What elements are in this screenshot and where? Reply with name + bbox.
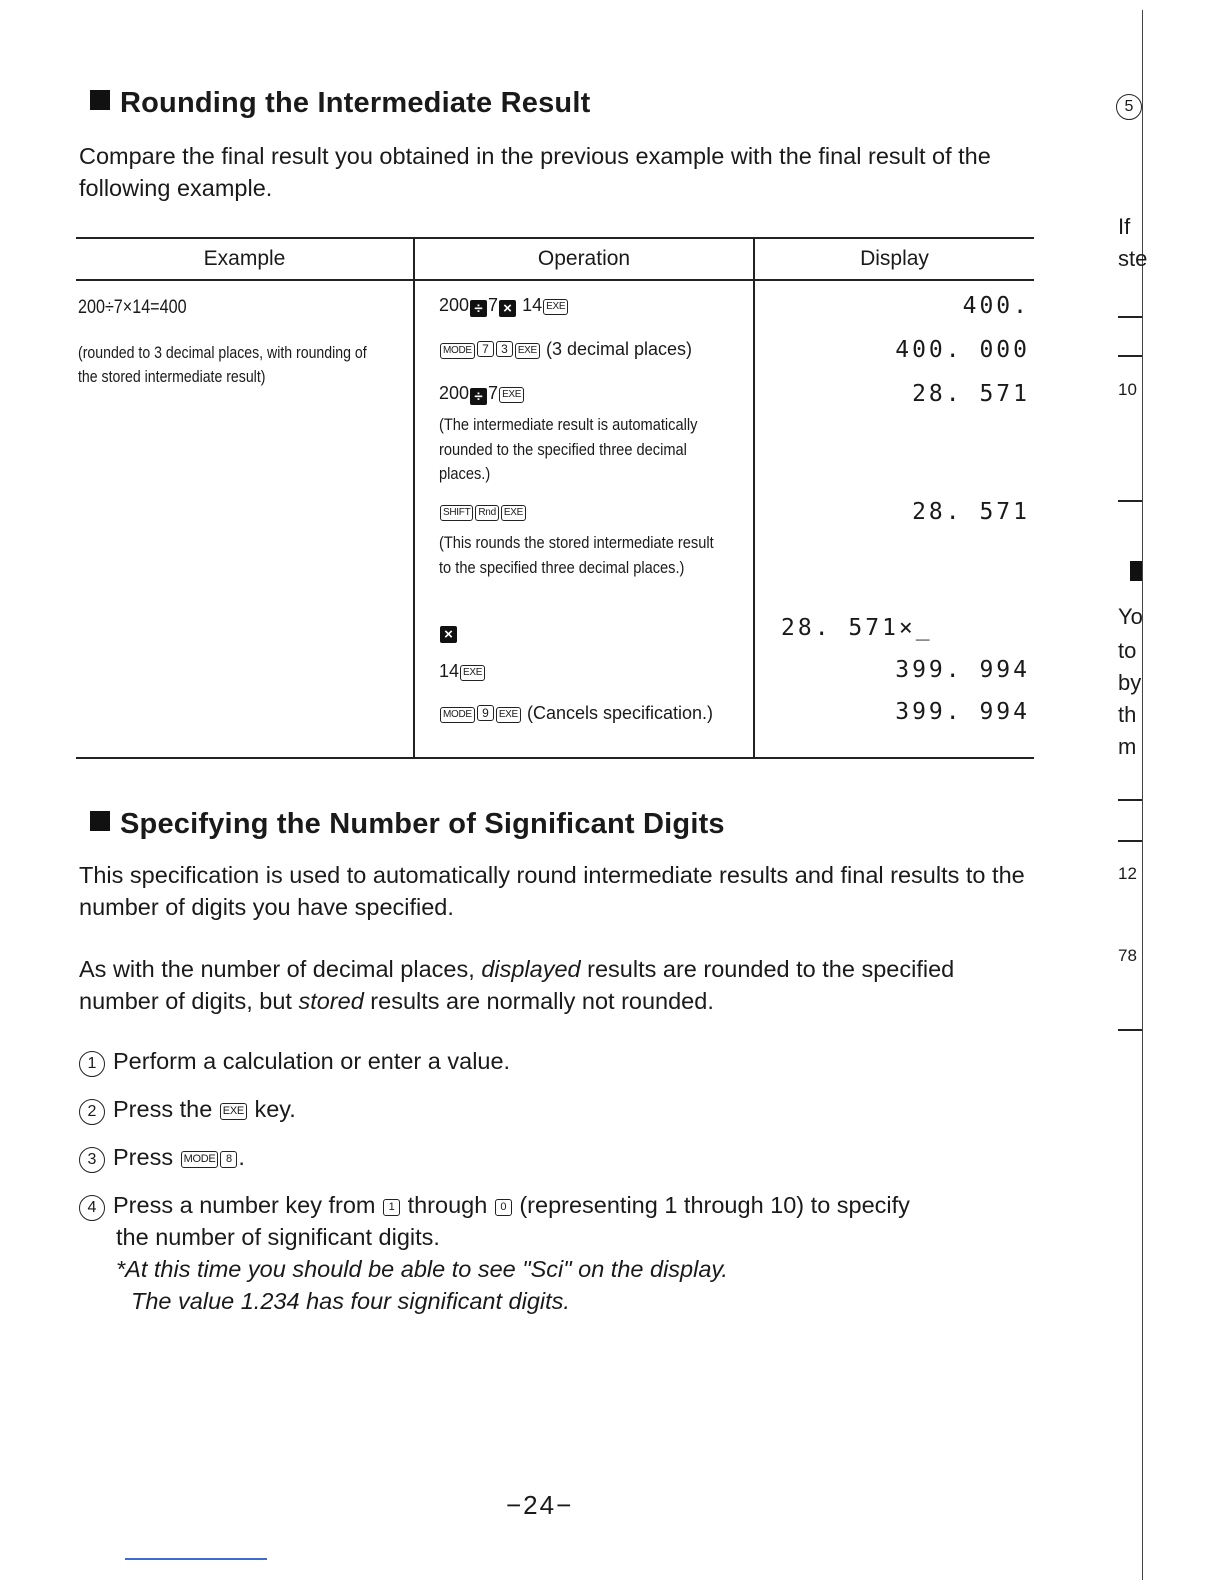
edge-text: If xyxy=(1118,214,1131,239)
edge-text: to xyxy=(1118,638,1137,663)
edge-step-number: 5 xyxy=(1116,94,1142,120)
exe-key-icon: EXE xyxy=(220,1103,247,1120)
display-cell xyxy=(754,280,1034,758)
footer-rule xyxy=(125,1558,267,1560)
step-3: 3 Press MODE 8 . xyxy=(79,1141,1039,1173)
divide-key-icon: ÷ xyxy=(470,300,487,317)
display-row xyxy=(755,491,1034,607)
section-title: Rounding the Intermediate Result xyxy=(120,87,591,119)
shift-key-icon: SHIFT xyxy=(440,505,473,521)
display-row xyxy=(755,607,1034,651)
op-step-1: 200 ÷ 7 × 14 EXE xyxy=(415,281,753,329)
edge-dash xyxy=(1118,799,1142,801)
step-4-continued: the number of significant digits. xyxy=(116,1224,440,1250)
display-value: 28. 571 xyxy=(912,499,1030,525)
edge-dash xyxy=(1118,500,1142,502)
op-step-3: 200 ÷ 7 EXE (The intermediate result is automatically rounded to the specified three decimal places.) xyxy=(415,373,753,491)
display-value: 399. 994 xyxy=(895,657,1030,683)
edge-text: ste xyxy=(1118,246,1148,271)
header-example: Example xyxy=(76,238,414,280)
op-note: (The intermediate result is automatically rounded to the specified three decimal places.) xyxy=(439,415,698,483)
display-row xyxy=(755,373,1034,491)
edge-dash xyxy=(1118,316,1142,318)
edge-text: by xyxy=(1118,670,1142,695)
edge-text: 10 xyxy=(1118,380,1137,399)
step-4-note: The value 1.234 has four significant digits. xyxy=(131,1288,570,1314)
op-step-5 xyxy=(415,607,753,651)
edge-dash xyxy=(1118,1029,1142,1031)
nine-key-icon: 9 xyxy=(477,705,494,721)
exe-key-icon: EXE xyxy=(496,707,521,723)
step-number: 4 xyxy=(79,1195,105,1221)
step-4: 4 Press a number key from 1 through 0 (representing 1 through 10) to specify the number of significant digits. *At this time you should be able to see "Sci" on the display. The value 1.234 has four significant digits. xyxy=(79,1189,1039,1317)
step-number: 2 xyxy=(79,1099,105,1125)
paragraph: This specification is used to automatically round intermediate results and final results to the number of digits you have specified. xyxy=(79,862,1025,920)
edge-dash xyxy=(1118,840,1142,842)
display-value: 28. 571 xyxy=(912,381,1030,407)
header-display: Display xyxy=(754,238,1034,280)
mode-key-icon: MODE xyxy=(440,707,475,723)
display-row xyxy=(755,693,1034,743)
exe-key-icon: EXE xyxy=(501,505,526,521)
step-4-note: *At this time you should be able to see "Sci" on the display. xyxy=(116,1256,728,1282)
intro-paragraph: Compare the final result you obtained in the previous example with the final result of the following example. xyxy=(79,143,991,201)
display-value: 400. xyxy=(962,293,1030,319)
edge-text: 12 xyxy=(1118,864,1137,883)
example-table xyxy=(76,237,1034,759)
example-note: (rounded to 3 decimal places, with rounding of the stored intermediate result) xyxy=(78,343,367,386)
edge-text: Yo xyxy=(1118,604,1143,629)
section-title: Specifying the Number of Significant Digits xyxy=(120,808,725,840)
eight-key-icon: 8 xyxy=(220,1151,237,1168)
page-number: −24− xyxy=(506,1490,574,1520)
table-row xyxy=(76,280,1034,758)
op-step-4 xyxy=(415,491,753,607)
exe-key-icon: EXE xyxy=(460,665,485,681)
heading-bullet xyxy=(90,90,110,110)
exe-key-icon: EXE xyxy=(515,343,540,359)
heading-bullet xyxy=(90,811,110,831)
divide-key-icon: ÷ xyxy=(470,388,487,405)
op-step-7: MODE 9 EXE (Cancels specification.) xyxy=(415,693,753,743)
display-row xyxy=(755,329,1034,373)
exe-key-icon: EXE xyxy=(499,387,524,403)
section-heading-rounding xyxy=(90,87,590,120)
rnd-key-icon: Rnd xyxy=(475,505,498,521)
three-key-icon: 3 xyxy=(496,341,513,357)
display-value: 28. 571×_ xyxy=(781,615,933,641)
example-cell xyxy=(76,280,414,758)
op-note: (This rounds the stored intermediate result to the specified three decimal places.) xyxy=(439,533,714,577)
edge-text: m xyxy=(1118,734,1137,759)
step-2: 2 Press the EXE key. xyxy=(79,1093,1039,1125)
multiply-key-icon: × xyxy=(440,626,457,643)
one-key-icon: 1 xyxy=(383,1199,400,1216)
exe-key-icon: EXE xyxy=(543,299,568,315)
paragraph: As with the number of decimal places, displayed results are rounded to the specified number of digits, but stored results are normally not rounded. xyxy=(79,956,955,1014)
multiply-key-icon: × xyxy=(499,300,516,317)
display-value: 400. 000 xyxy=(895,337,1030,363)
display-row xyxy=(755,281,1034,329)
header-operation: Operation xyxy=(414,238,754,280)
edge-heading-bullet xyxy=(1130,561,1142,581)
step-1: 1 Perform a calculation or enter a value. xyxy=(79,1045,1039,1077)
display-row xyxy=(755,651,1034,693)
mode-key-icon: MODE xyxy=(440,343,475,359)
table-header-row xyxy=(76,238,1034,280)
zero-key-icon: 0 xyxy=(495,1199,512,1216)
step-number: 3 xyxy=(79,1147,105,1173)
section-heading-significant-digits xyxy=(90,808,725,841)
operation-cell xyxy=(414,280,754,758)
edge-text: 78 xyxy=(1118,946,1137,965)
seven-key-icon: 7 xyxy=(477,341,494,357)
mode-key-icon: MODE xyxy=(181,1151,219,1168)
edge-text: th xyxy=(1118,702,1137,727)
edge-dash xyxy=(1118,355,1142,357)
example-formula: 200÷7×14=400 xyxy=(78,297,187,318)
op-step-2: MODE 7 3 EXE (3 decimal places) xyxy=(415,329,753,373)
display-value: 399. 994 xyxy=(895,699,1030,725)
op-step-6: 14 EXE xyxy=(415,651,753,693)
step-number: 1 xyxy=(79,1051,105,1077)
